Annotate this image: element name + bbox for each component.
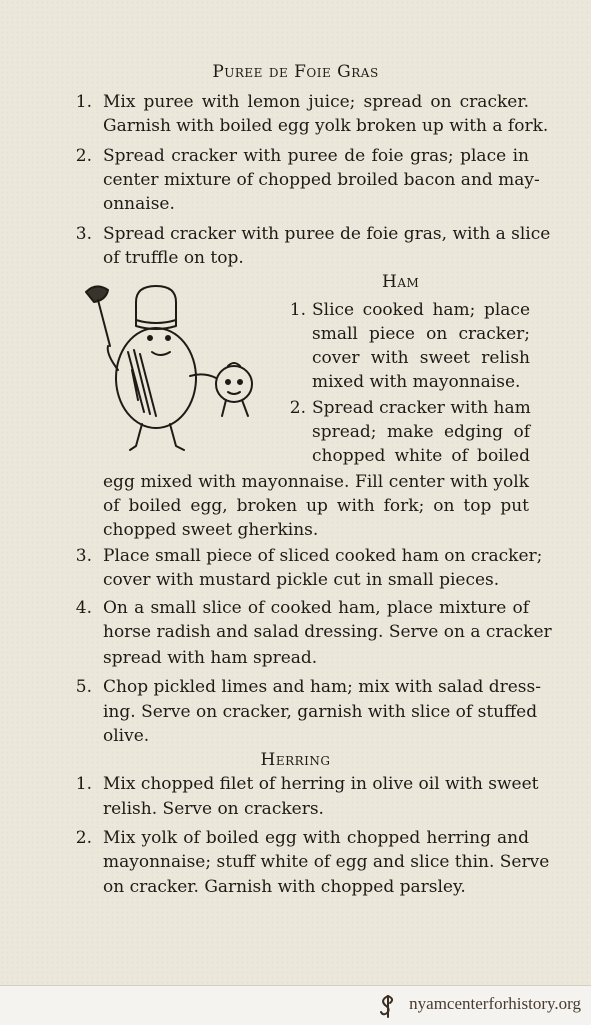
section-title-herring: Herring [260,750,331,770]
recipe-line: spread; make edging of [312,422,530,442]
recipe-line: Mix yolk of boiled egg with chopped herring and [103,828,529,848]
recipe-line: Spread cracker with puree de foie gras, with a slice [103,224,551,244]
section-title-foie-gras: Puree de Foie Gras [212,62,379,82]
recipe-line: Spread cracker with puree de foie gras; place in [103,146,529,166]
recipe-line: cover with sweet relish [312,348,530,368]
recipe-line: Place small piece of sliced cooked ham on cracker; [103,546,543,566]
recipe-line: Mix puree with lemon juice; spread on cracker. [103,92,529,112]
recipe-line: olive. [103,726,150,746]
recipe-line: Garnish with boiled egg yolk broken up with a fork. [103,116,549,136]
recipe-line: small piece on cracker; [312,324,530,344]
recipe-line: chopped white of boiled [312,446,530,466]
recipe-line: ing. Serve on cracker, garnish with slice of stuffed [103,702,538,722]
recipe-line: horse radish and salad dressing. Serve on a cracker [103,622,552,642]
recipe-line: cover with mustard pickle cut in small pieces. [103,570,500,590]
section-title-ham: Ham [382,272,420,292]
recipe-line: mixed with mayonnaise. [312,372,521,392]
recipe-line: on cracker. Garnish with chopped parsley. [103,877,466,897]
recipe-line: spread with ham spread. [103,648,318,668]
recipe-line: mayonnaise; stuff white of egg and slice thin. Serve [103,852,550,872]
item-number: 1. [75,774,92,794]
recipe-line: Slice cooked ham; place [312,300,530,320]
recipe-line: On a small slice of cooked ham, place mixture of [103,598,529,618]
recipe-line: Spread cracker with ham [312,398,531,418]
recipe-line: center mixture of chopped broiled bacon and may- [103,170,540,190]
item-number: 1. [75,92,92,112]
nyam-logo-icon [377,994,399,1018]
recipe-line: of truffle on top. [103,248,244,268]
recipe-line: onnaise. [103,194,175,214]
source-link[interactable]: nyamcenterforhistory.org [409,994,581,1013]
recipe-line: relish. Serve on crackers. [103,799,324,819]
recipe-line: of boiled egg, broken up with fork; on top put [103,496,529,516]
recipe-line: Chop pickled limes and ham; mix with salad dress- [103,677,541,697]
recipe-line: chopped sweet gherkins. [103,520,319,540]
item-number: 2. [289,398,306,418]
item-number: 5. [75,677,92,697]
recipe-line: Mix chopped filet of herring in olive oil with sweet [103,774,539,794]
item-number: 4. [75,598,92,618]
item-number: 3. [75,224,92,244]
item-number: 1. [289,300,306,320]
item-number: 2. [75,828,92,848]
item-number: 3. [75,546,92,566]
chef-ham-illustration-icon [72,280,272,460]
item-number: 2. [75,146,92,166]
watermark-bar [0,985,591,1025]
recipe-line: egg mixed with mayonnaise. Fill center with yolk [103,472,529,492]
